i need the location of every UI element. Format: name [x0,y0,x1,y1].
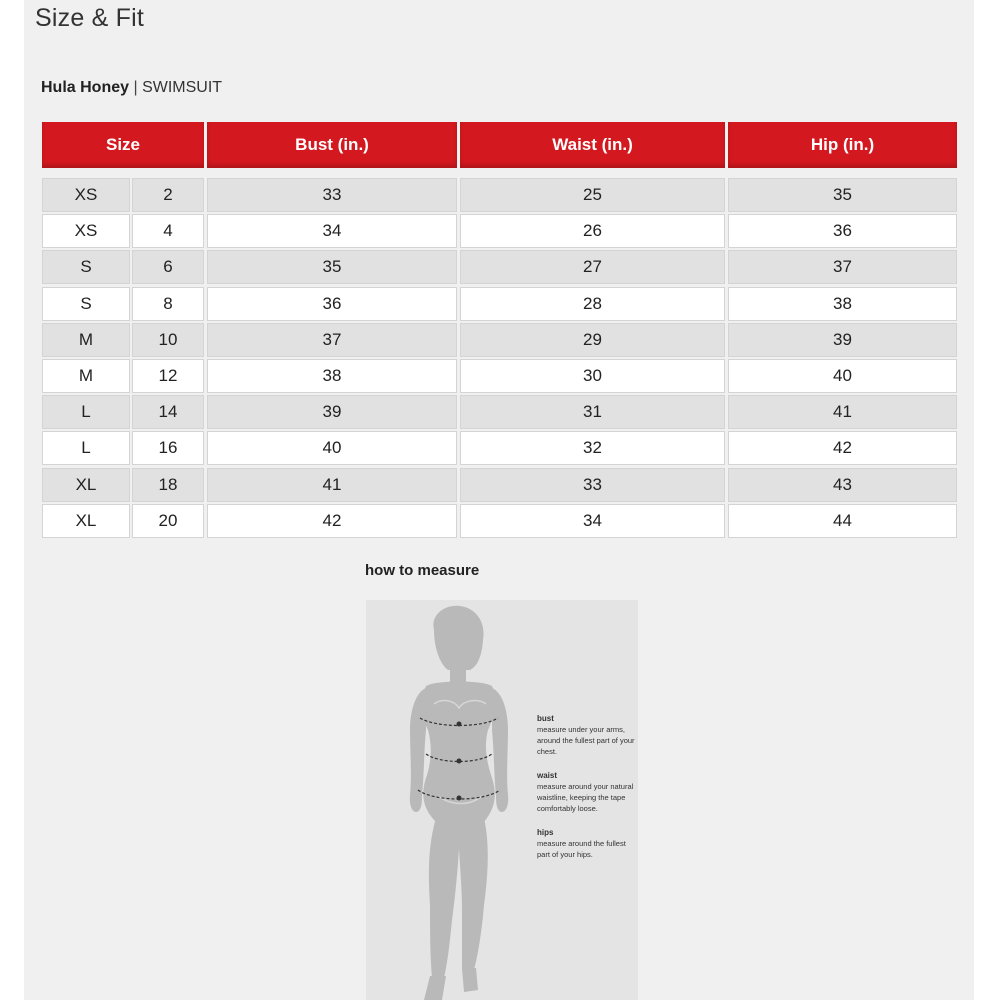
table-row [0,214,1000,248]
measure-guide-image [366,600,638,1000]
cell-size-number: 12 [132,359,204,393]
cell-waist: 26 [460,214,725,248]
header-size: Size [42,122,204,168]
cell-hip: 35 [728,178,957,212]
bust-instruction: measure under your arms, around the fullest part of your chest. [537,725,635,756]
cell-waist: 28 [460,287,725,321]
hips-instruction: measure around the fullest part of your hips. [537,839,626,859]
bust-heading: bust [537,714,554,723]
table-row [0,431,1000,465]
cell-bust: 37 [207,323,457,357]
cell-hip: 44 [728,504,957,538]
measure-instructions [537,713,637,873]
cell-size-letter: S [42,287,130,321]
cell-waist: 33 [460,468,725,502]
cell-bust: 36 [207,287,457,321]
cell-size-number: 4 [132,214,204,248]
table-row [0,287,1000,321]
table-row [0,395,1000,429]
cell-size-number: 16 [132,431,204,465]
header-hip: Hip (in.) [728,122,957,168]
cell-waist: 27 [460,250,725,284]
cell-size-letter: XL [42,468,130,502]
cell-size-number: 18 [132,468,204,502]
cell-size-letter: L [42,395,130,429]
cell-bust: 34 [207,214,457,248]
cell-size-letter: S [42,250,130,284]
cell-waist: 29 [460,323,725,357]
table-row [0,250,1000,284]
header-bust: Bust (in.) [207,122,457,168]
table-row [0,468,1000,502]
cell-hip: 39 [728,323,957,357]
table-row [0,359,1000,393]
table-row [0,323,1000,357]
cell-size-number: 6 [132,250,204,284]
subtitle-separator: | [133,79,138,96]
cell-waist: 34 [460,504,725,538]
cell-size-letter: XS [42,214,130,248]
cell-waist: 32 [460,431,725,465]
cell-hip: 38 [728,287,957,321]
hips-heading: hips [537,828,554,837]
cell-size-letter: XS [42,178,130,212]
cell-size-letter: L [42,431,130,465]
cell-bust: 35 [207,250,457,284]
cell-size-number: 10 [132,323,204,357]
cell-bust: 39 [207,395,457,429]
cell-bust: 41 [207,468,457,502]
cell-bust: 40 [207,431,457,465]
cell-hip: 43 [728,468,957,502]
waist-instruction: measure around your natural waistline, keeping the tape comfortably loose. [537,782,634,813]
cell-waist: 30 [460,359,725,393]
table-row [0,504,1000,538]
cell-hip: 40 [728,359,957,393]
cell-waist: 31 [460,395,725,429]
table-row [0,178,1000,212]
cell-hip: 42 [728,431,957,465]
cell-size-number: 8 [132,287,204,321]
cell-bust: 42 [207,504,457,538]
page-title: Size & Fit [35,4,144,32]
product-type: SWIMSUIT [142,79,223,96]
cell-hip: 36 [728,214,957,248]
product-subtitle [41,79,222,97]
cell-size-letter: XL [42,504,130,538]
cell-bust: 38 [207,359,457,393]
cell-size-letter: M [42,323,130,357]
cell-size-number: 14 [132,395,204,429]
cell-bust: 33 [207,178,457,212]
cell-size-letter: M [42,359,130,393]
how-to-measure-title: how to measure [365,562,480,579]
waist-heading: waist [537,771,558,780]
header-waist: Waist (in.) [460,122,725,168]
cell-size-number: 2 [132,178,204,212]
cell-size-number: 20 [132,504,204,538]
cell-hip: 37 [728,250,957,284]
cell-hip: 41 [728,395,957,429]
cell-waist: 25 [460,178,725,212]
brand-name: Hula Honey [41,79,130,96]
